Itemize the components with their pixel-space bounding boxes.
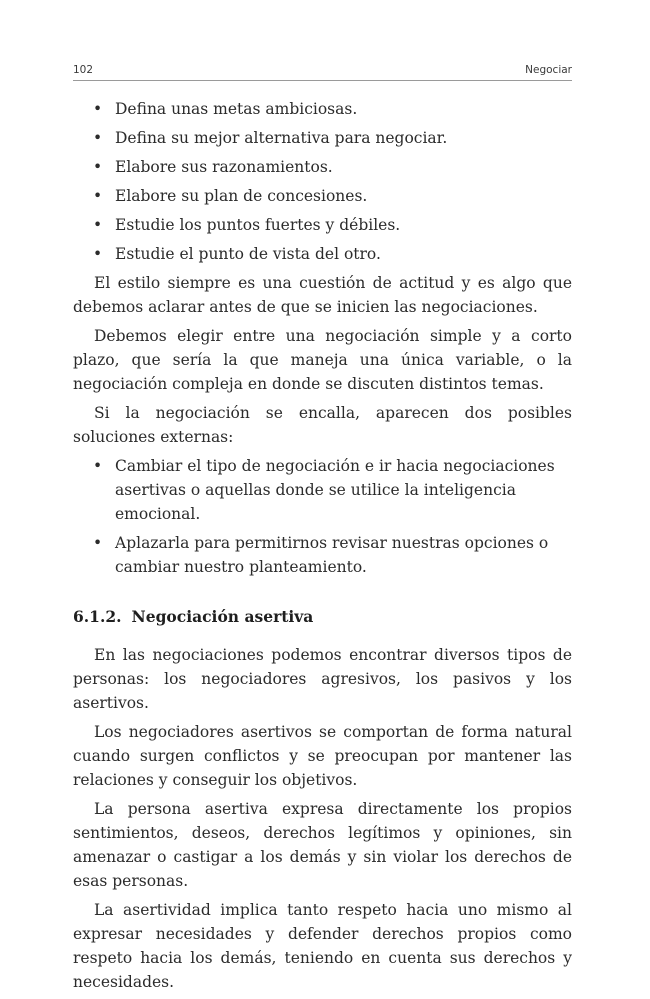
bullet-list-steps bbox=[73, 97, 572, 266]
section-heading bbox=[73, 605, 572, 629]
list-item bbox=[73, 155, 572, 179]
bullet-icon: • bbox=[93, 187, 103, 205]
list-item-text: Defina unas metas ambiciosas. bbox=[115, 100, 358, 118]
bullet-icon: • bbox=[93, 457, 103, 475]
list-item-text: Elabore sus razonamientos. bbox=[115, 158, 333, 176]
bullet-list-solutions bbox=[73, 454, 572, 579]
paragraph: Los negociadores asertivos se comportan de forma natural cuando surgen conflictos y se preocupan por mantener las relaciones y conseguir los objetivos. bbox=[73, 723, 572, 789]
list-item bbox=[73, 213, 572, 237]
list-item-text: Aplazarla para permitirnos revisar nuestras opciones o cambiar nuestro planteamiento. bbox=[115, 534, 549, 576]
list-item bbox=[73, 97, 572, 121]
page-body bbox=[73, 97, 572, 999]
list-item bbox=[73, 126, 572, 150]
bullet-icon: • bbox=[93, 216, 103, 234]
bullet-icon: • bbox=[93, 245, 103, 263]
paragraph: Si la negociación se encalla, aparecen dos posibles soluciones externas: bbox=[73, 404, 572, 446]
list-item-text: Estudie los puntos fuertes y débiles. bbox=[115, 216, 401, 234]
page-number: 102 bbox=[73, 64, 94, 76]
bullet-icon: • bbox=[93, 158, 103, 176]
bullet-icon: • bbox=[93, 534, 103, 552]
running-title: Negociar bbox=[525, 64, 572, 76]
section-number: 6.1.2. bbox=[73, 607, 122, 626]
list-item-text: Elabore su plan de concesiones. bbox=[115, 187, 368, 205]
paragraph: El estilo siempre es una cuestión de actitud y es algo que debemos aclarar antes de que se inicien las negociaciones. bbox=[73, 274, 572, 316]
list-item-text: Defina su mejor alternativa para negociar. bbox=[115, 129, 448, 147]
paragraph: La asertividad implica tanto respeto hacia uno mismo al expresar necesidades y defender derechos propios como respeto hacia los demás, teniendo en cuenta sus derechos y necesidades. bbox=[73, 901, 572, 991]
bullet-icon: • bbox=[93, 129, 103, 147]
list-item-text: Cambiar el tipo de negociación e ir hacia negociaciones asertivas o aquellas donde se utilice la inteligencia emocional. bbox=[115, 457, 555, 523]
running-header bbox=[73, 61, 572, 81]
section-title: Negociación asertiva bbox=[131, 607, 314, 626]
paragraph: En las negociaciones podemos encontrar diversos tipos de personas: los negociadores agresivos, los pasivos y los asertivos. bbox=[73, 646, 572, 712]
list-item bbox=[73, 242, 572, 266]
list-item-text: Estudie el punto de vista del otro. bbox=[115, 245, 381, 263]
list-item bbox=[73, 454, 572, 526]
list-item bbox=[73, 531, 572, 579]
list-item bbox=[73, 184, 572, 208]
paragraph: Debemos elegir entre una negociación simple y a corto plazo, que sería la que maneja una única variable, o la negociación compleja en donde se discuten distintos temas. bbox=[73, 327, 572, 393]
bullet-icon: • bbox=[93, 100, 103, 118]
paragraph: La persona asertiva expresa directamente los propios sentimientos, deseos, derechos legítimos y opiniones, sin amenazar o castigar a los demás y sin violar los derechos de esas personas. bbox=[73, 800, 572, 890]
